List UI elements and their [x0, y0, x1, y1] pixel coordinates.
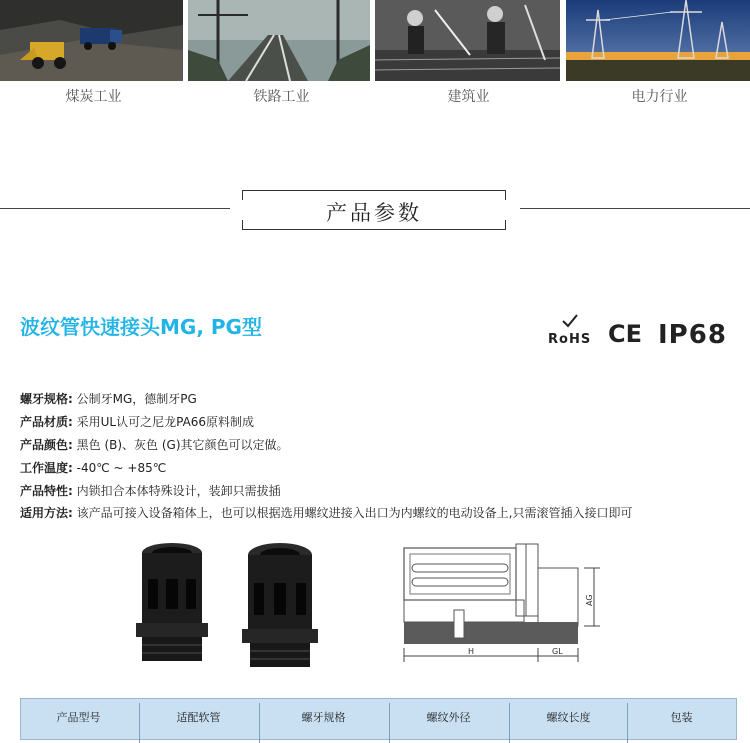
rohs-label: RoHS	[548, 332, 592, 347]
connector-photo-short	[132, 541, 212, 671]
col-hose: 适配软管	[176, 711, 221, 724]
power-industry-photo	[566, 0, 750, 81]
industry-label-construction: 建筑业	[447, 89, 490, 105]
spec-temperature: 工作温度: -40℃ ~ +85℃	[20, 461, 167, 475]
railway-photo	[188, 0, 370, 81]
col-thread: 螺牙规格	[301, 711, 346, 724]
dim-ag-label: AG	[585, 594, 594, 606]
connector-photo-tall	[238, 541, 322, 675]
spec-table-header	[20, 698, 737, 740]
coal-mining-photo	[0, 0, 183, 81]
ce-mark: CE	[608, 320, 643, 348]
col-length: 螺纹长度	[546, 711, 591, 724]
industry-label-coal: 煤炭工业	[65, 89, 122, 105]
col-model: 产品型号	[56, 711, 101, 724]
section-title: 产品参数	[326, 201, 422, 225]
dim-h-label: H	[468, 647, 475, 656]
section-heading	[242, 190, 506, 230]
industry-label-railway: 铁路工业	[253, 89, 310, 105]
spec-material: 产品材质: 采用UL认可之尼龙PA66原料制成	[20, 415, 255, 429]
divider-left	[0, 208, 230, 209]
col-od: 螺纹外径	[426, 711, 471, 724]
spec-usage: 适用方法: 该产品可接入设备箱体上，也可以根据选用螺纹进接入出口为内螺纹的电动设备上,只需滚管插入接口即可	[20, 506, 633, 520]
dim-gl-label: GL	[552, 647, 563, 656]
spec-thread: 螺牙规格: 公制牙MG，德制牙PG	[20, 392, 197, 406]
construction-photo	[375, 0, 560, 81]
spec-feature: 产品特性: 内锁扣合本体特殊设计，装卸只需拔插	[20, 484, 281, 498]
checkmark-icon	[562, 314, 578, 328]
divider-right	[520, 208, 750, 209]
ip68-mark: IP68	[658, 320, 727, 350]
col-package: 包装	[670, 711, 693, 724]
product-title: 波纹管快速接头MG, PG型	[20, 315, 262, 339]
dimension-drawing	[398, 540, 606, 670]
industry-label-power: 电力行业	[631, 89, 688, 105]
spec-color: 产品颜色: 黑色 (B)、灰色 (G)其它颜色可以定做。	[20, 438, 289, 452]
